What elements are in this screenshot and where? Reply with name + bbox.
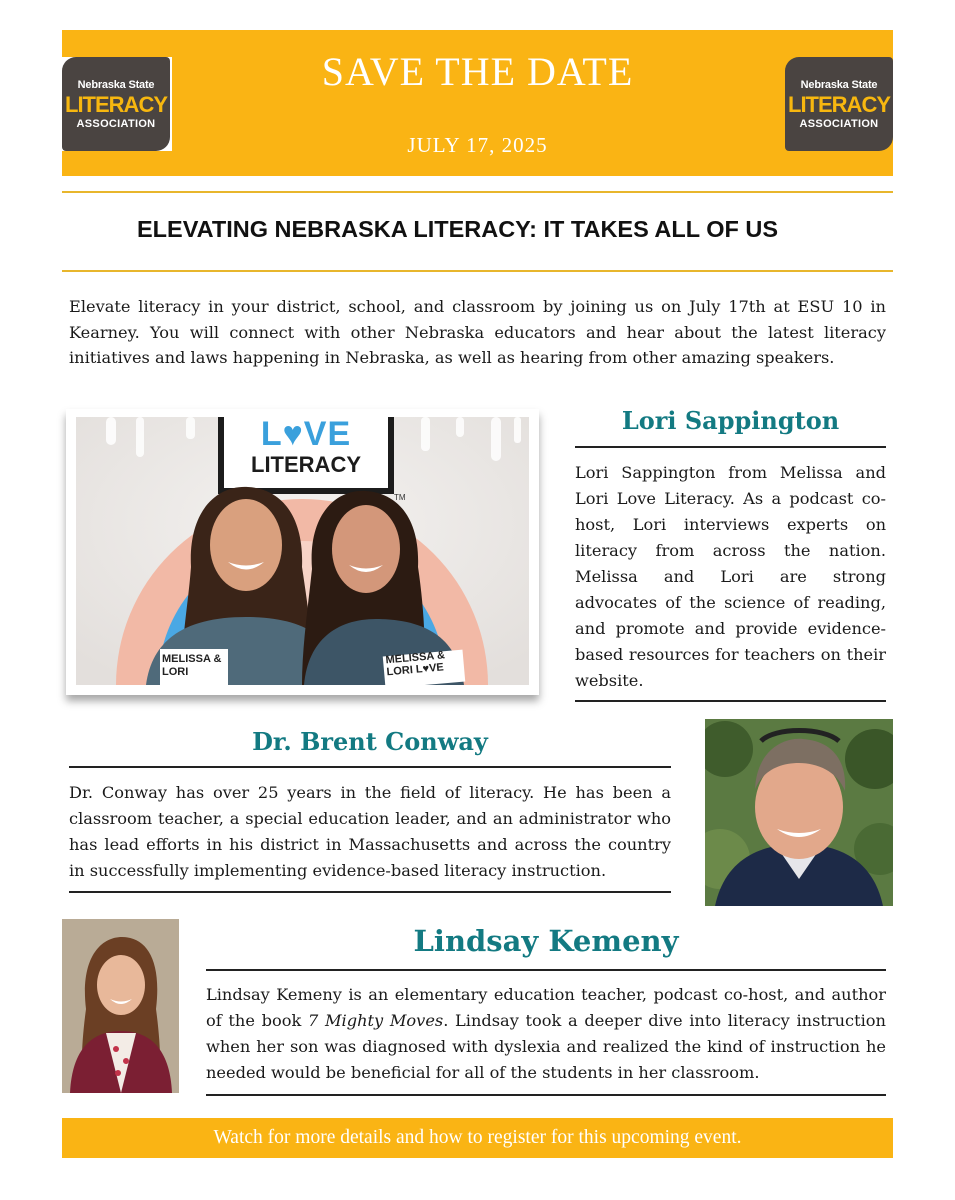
logo-text-mid: LITERACY [65,91,167,117]
event-title: ELEVATING NEBRASKA LITERACY: IT TAKES ALL OF US [136,216,779,242]
trademark-text: TM [394,493,406,502]
logo-text-bottom: ASSOCIATION [76,117,156,130]
divider [206,969,886,971]
shirt-text-2: MELISSA & LORI L♥VE [385,649,446,679]
divider [206,1094,886,1096]
speaker-bio-conway: Dr. Conway has over 25 years in the field of literacy. He has been a classroom teacher, a special education leader, and an administrator who has lead efforts in his district in Massachusetts and across the country in successfully implementing evidence-based literacy instruction. [69,783,671,880]
logo-text-top: Nebraska State [800,78,878,91]
bio-text: Lindsay Kemeny is an elementary education teacher, podcast co-host, and author of the book [206,985,886,1030]
header-banner [62,30,893,176]
divider [575,700,886,702]
event-date: JULY 17, 2025 [407,133,548,157]
lindsay-kemeny-photo [62,919,179,1093]
divider [69,891,671,893]
logo-text-top: Nebraska State [77,78,155,91]
gold-divider-bottom [62,270,893,272]
sign-literacy-text: LITERACY [251,452,361,477]
save-the-date-title: SAVE THE DATE [321,49,634,94]
book-title: 7 Mighty Moves [307,1011,444,1030]
speaker-name-kemeny: Lindsay Kemeny [413,924,679,958]
brent-conway-photo [705,719,893,906]
shirt-text-1: MELISSA & LORI [162,653,222,678]
speaker-bio-kemeny [206,982,886,1086]
divider [69,766,671,768]
footer-banner: Watch for more details and how to register for this upcoming event. [62,1118,893,1158]
bio-text: . Lindsay took a deeper dive into literacy instruction when her son was diagnosed with dyslexia and realized the kind of instruction he needed would be beneficial for all of the students in her classroom. [206,1011,886,1082]
logo-text-bottom: ASSOCIATION [799,117,879,130]
gold-divider-top [62,191,893,193]
nsla-logo-right [783,57,893,151]
event-intro: Elevate literacy in your district, school, and classroom by joining us on July 17th at ESU 10 in Kearney. You will connect with other Nebraska educators and hear about the latest literacy initiatives and laws happening in Nebraska, as well as hearing from other amazing speakers. [69,297,886,367]
speaker-bio-lori: Lori Sappington from Melissa and Lori Love Literacy. As a podcast co-host, Lori interviews experts on literacy from across the nation. Melissa and Lori are strong advocates of the science of reading, and promote and provide evidence-based resources for teachers on their website. [575,463,886,690]
logo-text-mid: LITERACY [788,91,890,117]
divider [575,446,886,448]
lori-melissa-photo [66,409,539,695]
speaker-name-conway: Dr. Brent Conway [252,727,488,756]
sign-love-text: L♥VE [260,417,352,453]
speaker-name-lori: Lori Sappington [621,406,840,435]
